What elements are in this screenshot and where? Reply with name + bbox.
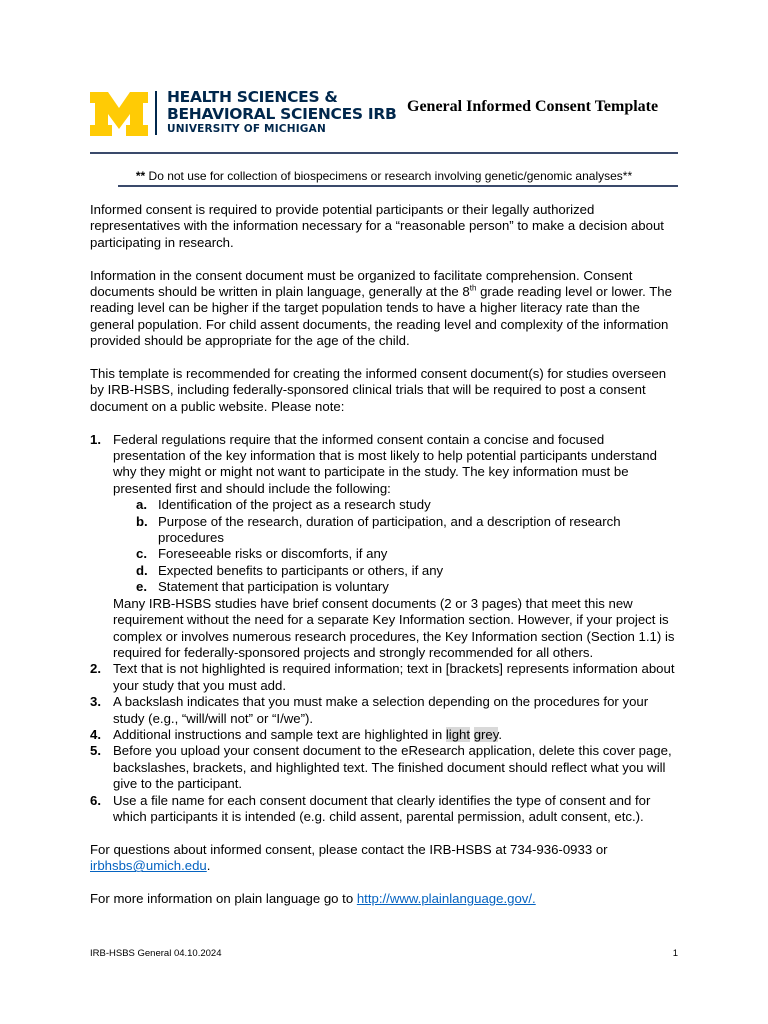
sublist-text: Identification of the project as a research study bbox=[158, 497, 431, 513]
intro-p2-part-a: Information in the consent document must be organized to facilitate comprehension. Consent documents should be written in plain language, generally at the 8 bbox=[90, 267, 633, 300]
document-body bbox=[90, 202, 680, 924]
logo-divider bbox=[155, 91, 157, 135]
sublist-item bbox=[113, 497, 680, 513]
sublist-item bbox=[113, 546, 680, 562]
footer-document-id: IRB-HSBS General 04.10.2024 bbox=[90, 948, 222, 959]
key-information-sublist bbox=[113, 497, 680, 595]
sublist-text: Foreseeable risks or discomforts, if any bbox=[158, 546, 388, 562]
contact-text: For questions about informed consent, please contact the IRB-HSBS at 734-936-0933 or bbox=[90, 841, 608, 857]
list-item-3-text: A backslash indicates that you must make a selection depending on the procedures for your study (e.g., “will/will not” or “I/we”). bbox=[113, 694, 649, 726]
sublist-item bbox=[113, 579, 680, 595]
list-number: 6. bbox=[90, 792, 101, 808]
sublist-letter: c. bbox=[136, 546, 147, 562]
list-item-4-text-b: . bbox=[498, 726, 503, 742]
list-item-1-tail: Many IRB-HSBS studies have brief consent documents (2 or 3 pages) that meet this new requirement without the need for a separate Key Information section. However, if your project is complex or involves numerous research procedures, the Key Information section (Section 1.1) is required for federally-sponsored projects and strongly recommended for all others. bbox=[113, 595, 675, 660]
list-item-3 bbox=[90, 694, 680, 727]
list-item-4 bbox=[90, 727, 680, 743]
document-title: General Informed Consent Template bbox=[407, 98, 659, 115]
intro-paragraph-1: Informed consent is required to provide potential participants or their legally authorized representatives with the information necessary for a “reasonable person” to make a decision about participating in research. bbox=[90, 202, 664, 250]
list-item-6 bbox=[90, 793, 680, 826]
list-item-5-text: Before you upload your consent document to the eResearch application, delete this cover page, backslashes, brackets, and highlighted text. The finished document should reflect what you will give to the participant. bbox=[113, 743, 672, 792]
list-item-5 bbox=[90, 743, 680, 792]
sublist-item bbox=[113, 514, 680, 547]
list-item-1-text: Federal regulations require that the informed consent contain a concise and focused presentation of the key information that is most likely to help potential participants understand why they might or might not want to participate in the study. The key information must be presented first and should include the following: bbox=[113, 431, 657, 496]
intro-paragraph-3: This template is recommended for creating the informed consent document(s) for studies overseen by IRB-HSBS, including federally-sponsored clinical trials that will be required to post a consent document on a public website. Please note: bbox=[90, 366, 667, 414]
sublist-text: Expected benefits to participants or others, if any bbox=[158, 562, 444, 578]
instruction-list bbox=[90, 432, 680, 826]
logo-line-1: HEALTH SCIENCES & bbox=[167, 88, 338, 106]
plain-language-text: For more information on plain language go to bbox=[90, 890, 357, 906]
list-number: 4. bbox=[90, 726, 101, 742]
ordinal-superscript: th bbox=[469, 283, 477, 293]
list-number: 3. bbox=[90, 694, 101, 710]
contact-paragraph bbox=[90, 842, 680, 875]
contact-end: . bbox=[206, 858, 211, 874]
notice-rule bbox=[118, 185, 678, 187]
sublist-letter: e. bbox=[136, 579, 147, 595]
document-header bbox=[90, 88, 678, 140]
list-item-2-text: Text that is not highlighted is required information; text in [brackets] represents information about your study that you must add. bbox=[113, 661, 675, 693]
list-item-2 bbox=[90, 661, 680, 694]
notice-text: Do not use for collection of biospecimens or research involving genetic/genomic analyses** bbox=[145, 169, 633, 183]
logo-line-2: BEHAVIORAL SCIENCES IRB bbox=[167, 105, 397, 123]
email-link[interactable]: irbhsbs@umich.edu bbox=[90, 858, 207, 874]
list-item-6-text: Use a file name for each consent document that clearly identifies the type of consent and for which participants it is intended (e.g. child assent, parental permission, adult consent, etc.). bbox=[113, 792, 651, 824]
list-item-4-text-a: Additional instructions and sample text are highlighted in bbox=[113, 726, 446, 742]
sublist-text: Purpose of the research, duration of participation, and a description of research procedures bbox=[158, 513, 621, 546]
footer-page-number: 1 bbox=[672, 948, 678, 959]
plain-language-link[interactable]: http://www.plainlanguage.gov/. bbox=[356, 890, 536, 906]
list-number: 2. bbox=[90, 661, 101, 677]
highlight-light: light bbox=[445, 726, 471, 742]
list-item-1 bbox=[90, 432, 680, 662]
sublist-text: Statement that participation is voluntary bbox=[158, 579, 389, 595]
plain-language-paragraph bbox=[90, 891, 680, 907]
highlight-grey: grey bbox=[473, 726, 499, 742]
intro-paragraph-2 bbox=[90, 268, 680, 350]
sublist-letter: d. bbox=[136, 562, 148, 578]
notice-line bbox=[90, 169, 678, 183]
logo-text bbox=[167, 89, 396, 135]
logo-line-3: UNIVERSITY OF MICHIGAN bbox=[167, 123, 326, 135]
intro-p2-part-b: grade reading level or lower. The reading level can be higher if the target population tends to have a higher literacy rate than the general population. For child assent documents, the reading level and complexity of the information provided should be appropriate for the age of the child. bbox=[90, 284, 672, 349]
university-michigan-block-m-logo bbox=[90, 92, 148, 136]
sublist-letter: b. bbox=[136, 513, 148, 529]
sublist-letter: a. bbox=[136, 497, 147, 513]
notice-marker: ** bbox=[135, 169, 146, 183]
sublist-item bbox=[113, 563, 680, 579]
list-number: 1. bbox=[90, 431, 101, 447]
list-number: 5. bbox=[90, 743, 101, 759]
header-rule bbox=[90, 152, 678, 154]
